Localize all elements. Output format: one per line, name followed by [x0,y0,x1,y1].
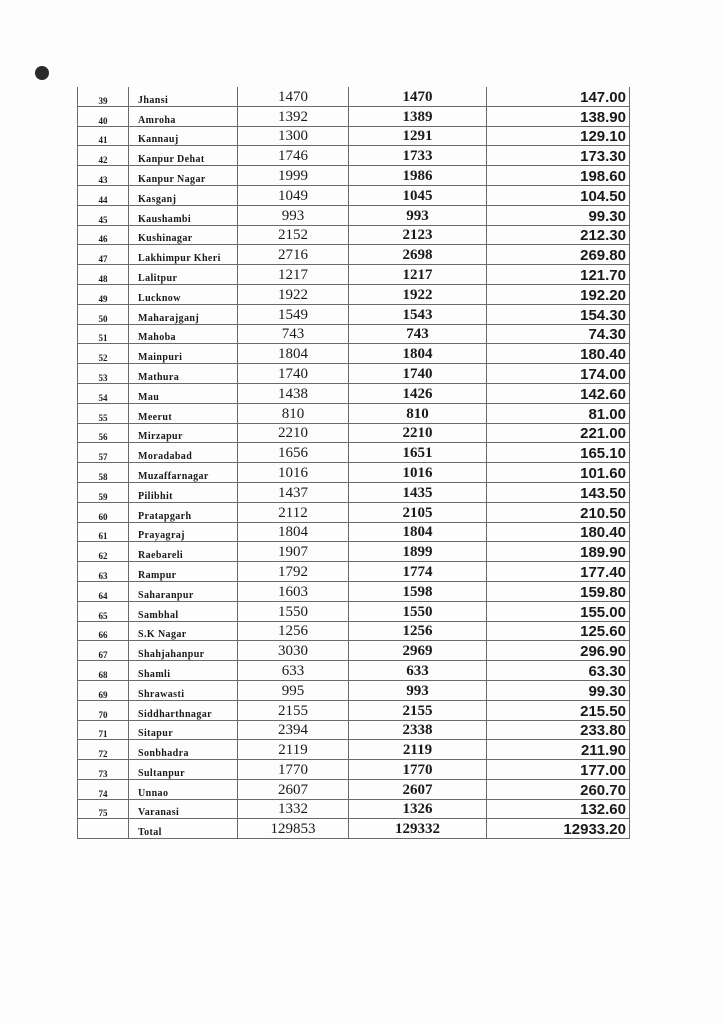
value-a-cell: 1740 [238,364,349,384]
value-c-cell: 99.30 [487,680,630,700]
value-b-cell: 1922 [349,284,487,304]
table-row [78,601,630,621]
value-a-cell: 129853 [238,819,349,839]
district-name-cell: Sonbhadra [129,740,238,760]
value-c-cell: 104.50 [487,185,630,205]
value-c-cell: 81.00 [487,403,630,423]
value-a-cell: 1804 [238,344,349,364]
serial-number-cell: 56 [78,423,129,443]
value-a-cell: 1332 [238,799,349,819]
table-row [78,185,630,205]
value-a-cell: 1603 [238,581,349,601]
table-row [78,106,630,126]
value-a-cell: 1804 [238,522,349,542]
serial-number-cell [78,819,129,839]
table-row [78,621,630,641]
value-b-cell: 129332 [349,819,487,839]
value-b-cell: 1740 [349,364,487,384]
value-a-cell: 1746 [238,146,349,166]
serial-number-cell: 55 [78,403,129,423]
value-c-cell: 221.00 [487,423,630,443]
serial-number-cell: 60 [78,502,129,522]
district-name-cell: Pilibhit [129,482,238,502]
district-name-cell: Sambhal [129,601,238,621]
table-row [78,245,630,265]
value-b-cell: 1899 [349,542,487,562]
value-c-cell: 177.00 [487,760,630,780]
table-row [78,403,630,423]
value-a-cell: 1217 [238,265,349,285]
value-c-cell: 180.40 [487,344,630,364]
table-row [78,542,630,562]
value-b-cell: 993 [349,680,487,700]
value-a-cell: 3030 [238,641,349,661]
table-row [78,146,630,166]
value-b-cell: 1598 [349,581,487,601]
value-a-cell: 1922 [238,284,349,304]
district-name-cell: Rampur [129,562,238,582]
district-name-cell: Lalitpur [129,265,238,285]
total-row [78,819,630,839]
district-name-cell: Sultanpur [129,760,238,780]
table-row [78,383,630,403]
table-body [78,87,630,839]
value-b-cell: 1256 [349,621,487,641]
serial-number-cell: 46 [78,225,129,245]
district-name-cell: Shamli [129,661,238,681]
district-name-cell: Jhansi [129,87,238,106]
value-c-cell: 198.60 [487,166,630,186]
serial-number-cell: 74 [78,779,129,799]
value-c-cell: 159.80 [487,581,630,601]
district-name-cell: Siddharthnagar [129,700,238,720]
serial-number-cell: 44 [78,185,129,205]
serial-number-cell: 39 [78,87,129,106]
serial-number-cell: 43 [78,166,129,186]
serial-number-cell: 69 [78,680,129,700]
value-c-cell: 101.60 [487,463,630,483]
value-c-cell: 132.60 [487,799,630,819]
serial-number-cell: 61 [78,522,129,542]
value-a-cell: 1549 [238,304,349,324]
table-row [78,126,630,146]
value-a-cell: 1770 [238,760,349,780]
serial-number-cell: 73 [78,760,129,780]
value-c-cell: 121.70 [487,265,630,285]
value-b-cell: 1986 [349,166,487,186]
value-c-cell: 212.30 [487,225,630,245]
value-c-cell: 260.70 [487,779,630,799]
value-b-cell: 1217 [349,265,487,285]
district-name-cell: Kanpur Dehat [129,146,238,166]
value-b-cell: 810 [349,403,487,423]
table-row [78,423,630,443]
value-b-cell: 1651 [349,443,487,463]
district-name-cell: Prayagraj [129,522,238,542]
value-a-cell: 1550 [238,601,349,621]
value-c-cell: 189.90 [487,542,630,562]
value-b-cell: 633 [349,661,487,681]
table-row [78,661,630,681]
table-row [78,779,630,799]
value-b-cell: 993 [349,205,487,225]
serial-number-cell: 52 [78,344,129,364]
value-c-cell: 129.10 [487,126,630,146]
value-c-cell: 211.90 [487,740,630,760]
value-b-cell: 2698 [349,245,487,265]
value-a-cell: 1016 [238,463,349,483]
district-name-cell: S.K Nagar [129,621,238,641]
value-a-cell: 1392 [238,106,349,126]
district-name-cell: Mahoba [129,324,238,344]
value-c-cell: 143.50 [487,482,630,502]
value-a-cell: 2155 [238,700,349,720]
district-name-cell: Mirzapur [129,423,238,443]
value-b-cell: 1543 [349,304,487,324]
district-name-cell: Kanpur Nagar [129,166,238,186]
serial-number-cell: 51 [78,324,129,344]
district-name-cell: Lakhimpur Kheri [129,245,238,265]
district-name-cell: Unnao [129,779,238,799]
table-row [78,522,630,542]
serial-number-cell: 72 [78,740,129,760]
district-name-cell: Kaushambi [129,205,238,225]
district-name-cell: Pratapgarh [129,502,238,522]
value-c-cell: 63.30 [487,661,630,681]
table-row [78,463,630,483]
table-row [78,799,630,819]
district-name-cell: Meerut [129,403,238,423]
value-c-cell: 138.90 [487,106,630,126]
value-a-cell: 1470 [238,87,349,106]
table-row [78,581,630,601]
value-c-cell: 215.50 [487,700,630,720]
value-b-cell: 2607 [349,779,487,799]
table-row [78,344,630,364]
value-c-cell: 155.00 [487,601,630,621]
serial-number-cell: 45 [78,205,129,225]
value-c-cell: 125.60 [487,621,630,641]
value-c-cell: 296.90 [487,641,630,661]
table-row [78,700,630,720]
value-b-cell: 2969 [349,641,487,661]
table-row [78,265,630,285]
value-a-cell: 810 [238,403,349,423]
district-name-cell: Amroha [129,106,238,126]
value-a-cell: 1656 [238,443,349,463]
value-a-cell: 633 [238,661,349,681]
value-b-cell: 1804 [349,522,487,542]
district-name-cell: Sitapur [129,720,238,740]
district-name-cell: Muzaffarnagar [129,463,238,483]
serial-number-cell: 40 [78,106,129,126]
value-b-cell: 1389 [349,106,487,126]
value-a-cell: 1438 [238,383,349,403]
value-b-cell: 1550 [349,601,487,621]
serial-number-cell: 63 [78,562,129,582]
table-row [78,304,630,324]
value-a-cell: 2112 [238,502,349,522]
serial-number-cell: 67 [78,641,129,661]
value-c-cell: 233.80 [487,720,630,740]
serial-number-cell: 65 [78,601,129,621]
table-row [78,225,630,245]
table-row [78,562,630,582]
value-a-cell: 1999 [238,166,349,186]
district-table [77,87,630,839]
value-a-cell: 1437 [238,482,349,502]
serial-number-cell: 50 [78,304,129,324]
table-row [78,166,630,186]
value-b-cell: 1291 [349,126,487,146]
table-row [78,482,630,502]
table-row [78,205,630,225]
value-c-cell: 154.30 [487,304,630,324]
serial-number-cell: 70 [78,700,129,720]
value-c-cell: 99.30 [487,205,630,225]
value-a-cell: 743 [238,324,349,344]
serial-number-cell: 53 [78,364,129,384]
value-b-cell: 1804 [349,344,487,364]
table-row [78,641,630,661]
value-b-cell: 1426 [349,383,487,403]
table-row [78,443,630,463]
district-name-cell: Kannauj [129,126,238,146]
serial-number-cell: 66 [78,621,129,641]
value-a-cell: 1300 [238,126,349,146]
value-a-cell: 995 [238,680,349,700]
district-name-cell: Mathura [129,364,238,384]
value-c-cell: 147.00 [487,87,630,106]
value-c-cell: 192.20 [487,284,630,304]
table-row [78,720,630,740]
district-name-cell: Kasganj [129,185,238,205]
value-a-cell: 1907 [238,542,349,562]
value-a-cell: 2716 [238,245,349,265]
value-b-cell: 2210 [349,423,487,443]
value-a-cell: 2152 [238,225,349,245]
value-c-cell: 210.50 [487,502,630,522]
serial-number-cell: 68 [78,661,129,681]
district-name-cell: Moradabad [129,443,238,463]
district-name-cell: Shrawasti [129,680,238,700]
serial-number-cell: 49 [78,284,129,304]
serial-number-cell: 75 [78,799,129,819]
serial-number-cell: 54 [78,383,129,403]
table-row [78,680,630,700]
value-c-cell: 269.80 [487,245,630,265]
punch-hole [35,66,49,80]
district-name-cell: Saharanpur [129,581,238,601]
table-row [78,87,630,106]
value-b-cell: 1470 [349,87,487,106]
district-name-cell: Varanasi [129,799,238,819]
district-name-cell: Maharajganj [129,304,238,324]
value-b-cell: 1435 [349,482,487,502]
district-name-cell: Mau [129,383,238,403]
serial-number-cell: 48 [78,265,129,285]
value-b-cell: 2123 [349,225,487,245]
table-row [78,324,630,344]
value-b-cell: 1045 [349,185,487,205]
value-c-cell: 174.00 [487,364,630,384]
table-row [78,760,630,780]
value-b-cell: 1326 [349,799,487,819]
serial-number-cell: 58 [78,463,129,483]
table-row [78,284,630,304]
value-a-cell: 1256 [238,621,349,641]
value-a-cell: 993 [238,205,349,225]
serial-number-cell: 47 [78,245,129,265]
value-b-cell: 1770 [349,760,487,780]
serial-number-cell: 71 [78,720,129,740]
value-b-cell: 743 [349,324,487,344]
value-c-cell: 12933.20 [487,819,630,839]
serial-number-cell: 59 [78,482,129,502]
value-a-cell: 2210 [238,423,349,443]
serial-number-cell: 57 [78,443,129,463]
district-name-cell: Shahjahanpur [129,641,238,661]
value-b-cell: 2105 [349,502,487,522]
value-c-cell: 74.30 [487,324,630,344]
table-row [78,364,630,384]
table-row [78,502,630,522]
serial-number-cell: 41 [78,126,129,146]
district-name-cell: Mainpuri [129,344,238,364]
serial-number-cell: 42 [78,146,129,166]
value-b-cell: 2119 [349,740,487,760]
value-b-cell: 1733 [349,146,487,166]
value-c-cell: 177.40 [487,562,630,582]
district-name-cell: Total [129,819,238,839]
value-c-cell: 173.30 [487,146,630,166]
value-a-cell: 1792 [238,562,349,582]
value-b-cell: 2155 [349,700,487,720]
serial-number-cell: 64 [78,581,129,601]
serial-number-cell: 62 [78,542,129,562]
value-c-cell: 180.40 [487,522,630,542]
value-c-cell: 142.60 [487,383,630,403]
value-a-cell: 1049 [238,185,349,205]
district-name-cell: Raebareli [129,542,238,562]
value-c-cell: 165.10 [487,443,630,463]
table-row [78,740,630,760]
value-b-cell: 1774 [349,562,487,582]
value-a-cell: 2394 [238,720,349,740]
value-a-cell: 2119 [238,740,349,760]
value-b-cell: 2338 [349,720,487,740]
value-a-cell: 2607 [238,779,349,799]
district-name-cell: Kushinagar [129,225,238,245]
value-b-cell: 1016 [349,463,487,483]
district-name-cell: Lucknow [129,284,238,304]
